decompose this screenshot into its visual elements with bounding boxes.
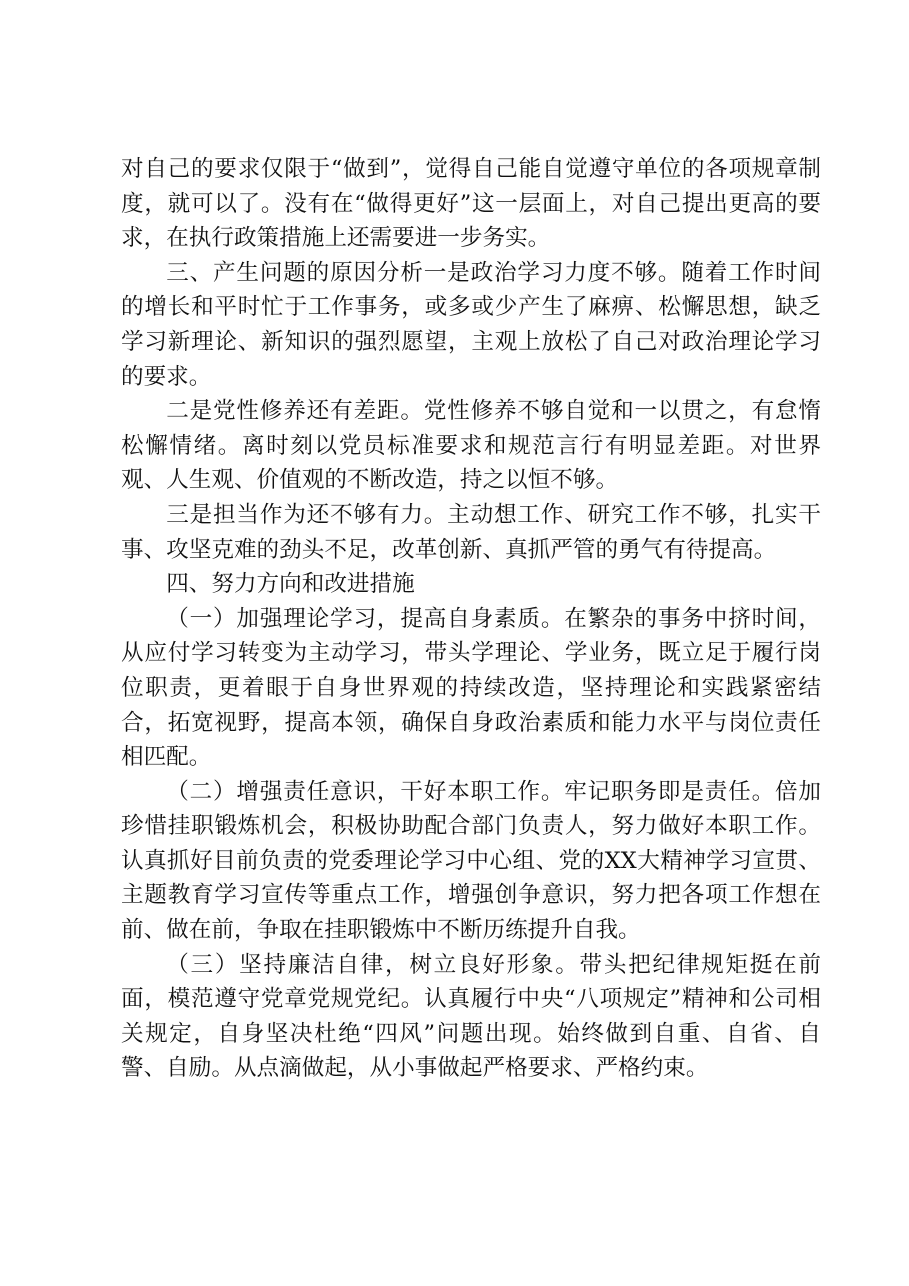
paragraph-6: （一）加强理论学习，提高自身素质。在繁杂的事务中挤时间，从应付学习转变为主动学习，带头学理论、学业务，既立足于履行岗位职责，更着眼于自身世界观的持续改造，坚持理论和实践紧密结合，拓宽视野，提高本领，确保自身政治素质和能力水平与岗位责任相匹配。 bbox=[121, 605, 821, 771]
paragraph-4: 三是担当作为还不够有力。主动想工作、研究工作不够，扎实干事、攻坚克难的劲头不足，改革创新、真抓严管的勇气有待提高。 bbox=[121, 501, 821, 563]
paragraph-3: 二是党性修养还有差距。党性修养不够自觉和一以贯之，有怠惰松懈情绪。离时刻以党员标准要求和规范言行有明显差距。对世界观、人生观、价值观的不断改造，持之以恒不够。 bbox=[121, 398, 821, 494]
paragraph-7: （二）增强责任意识，干好本职工作。牢记职务即是责任。倍加珍惜挂职锻炼机会，积极协助配合部门负责人，努力做好本职工作。认真抓好目前负责的党委理论学习中心组、党的XX大精神学习宣贯、主题教育学习宣传等重点工作，增强创争意识，努力把各项工作想在前、做在前，争取在挂职锻炼中不断历练提升自我。 bbox=[121, 778, 821, 944]
paragraph-8: （三）坚持廉洁自律，树立良好形象。带头把纪律规矩挺在前面，模范遵守党章党规党纪。认真履行中央“八项规定”精神和公司相关规定，自身坚决杜绝“四风”问题出现。始终做到自重、自省、自警、自励。从点滴做起，从小事做起严格要求、严格约束。 bbox=[121, 951, 821, 1082]
paragraph-2: 三、产生问题的原因分析一是政治学习力度不够。随着工作时间的增长和平时忙于工作事务，或多或少产生了麻痹、松懈思想，缺乏学习新理论、新知识的强烈愿望，主观上放松了自己对政治理论学习的要求。 bbox=[121, 259, 821, 390]
document-body bbox=[121, 152, 821, 1086]
section-heading: 四、努力方向和改进措施 bbox=[166, 571, 415, 598]
paragraph-1: 对自己的要求仅限于“做到”，觉得自己能自觉遵守单位的各项规章制度，就可以了。没有在“做得更好”这一层面上，对自己提出更高的要求，在执行政策措施上还需要进一步务实。 bbox=[121, 156, 821, 252]
